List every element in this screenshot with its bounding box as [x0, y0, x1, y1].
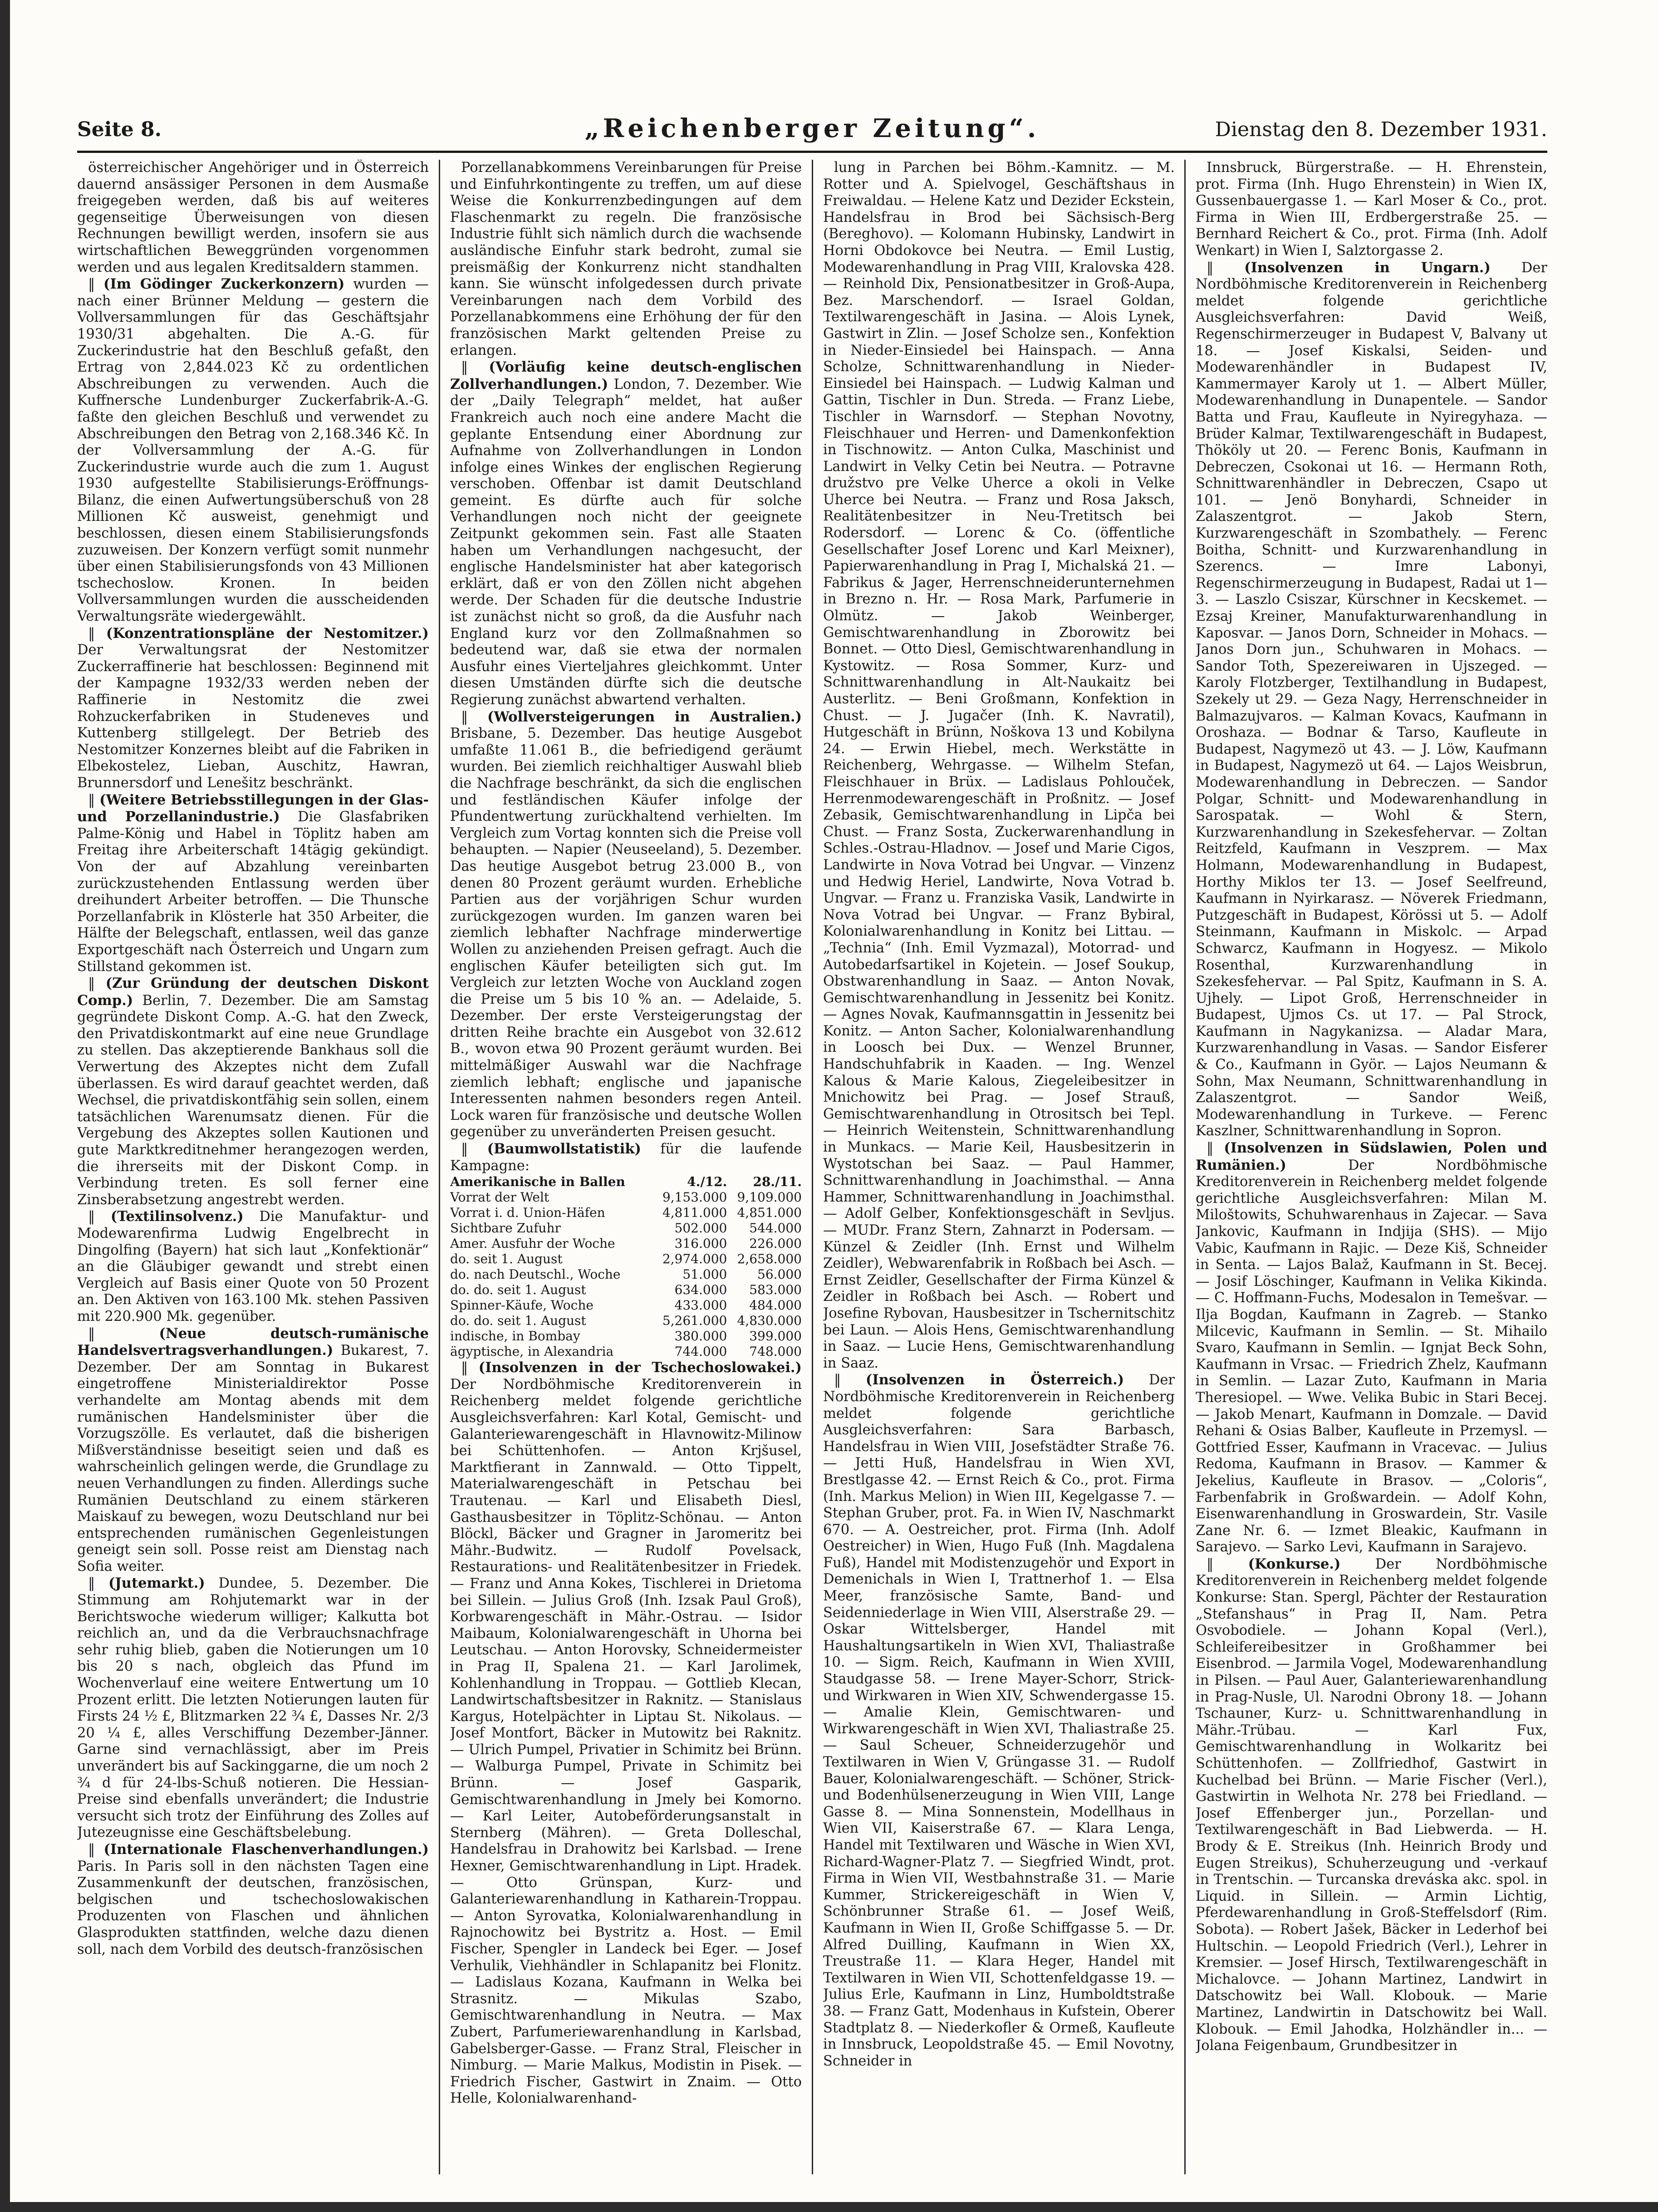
article-paragraph: ‖ (Insolvenzen in Ungarn.) Der Nordböhmische Kreditorenverein in Reichenberg meldet folgende gerichtliche Ausgleichsverfahren: David Weiß, Regenschirmerzeuger in Budapest V, Balvany ut 18. — Josef Kiskalsi, Seiden- und Modewarenhändler in Budapest IV, Kammermayer Karoly ut 1. — Albert Müller, Modewarenhandlung in Dunapentele. — Sandor Batta und Frau, Kaufleute in Nyiregyhaza. — Brüder Kalmar, Textilwarengeschäft in Budapest, Thököly ut 20. — Ferenc Bonis, Kaufmann in Debreczen, Csokonai ut 16. — Hermann Roth, Schnittwarenhändler in Debreczen, Csapo ut 101. — Jenö Bonyhardi, Schneider in Zalaszentgrot. — Jakob Stern, Kurzwarengeschäft in Szombathely. — Ferenc Boitha, Schnitt- und Kurzwarenhandlung in Szerencs. — Imre Labonyi, Regenschirmerzeugung in Budapest, Radai ut 1—3. — Laszlo Csiszar, Kürschner in Kecskemet. — Ezsaj Kreiner, Manufakturwarenhandlung in Kaposvar. — Janos Dorn, Schneider in Mohacs. — Janos Dorn jun., Schuhwaren in Mohacs. — Sandor Toth, Spezereiwaren in Ujszeged. — Karoly Flotzberger, Textilhandlung in Budapest, Szekely ut 29. — Geza Nagy, Herrenschneider in Balmazujvaros. — Kalman Kovacs, Kaufmann in Oroshaza. — Bodnar & Tarso, Kaufleute in Budapest, Nagymezö ut 43. — J. Löw, Kaufmann in Budapest, Nagymezö ut 64. — Lajos Weisbrun, Modewarenhandlung in Debreczen. — Sandor Polgar, Schnitt- und Modewarenhandlung in Sarospatak. — Wohl & Stern, Kurzwarenhandlung in Szekesfehervar. — Zoltan Reitzfeld, Kaufmann in Veszprem. — Max Holmann, Modewarenhandlung in Budapest, Horthy Miklos ter 13. — Josef Seelfreund, Kaufmann in Nyirkarasz. — Növerek Friedmann, Putzgeschäft in Budapest, Körössi ut 5. — Adolf Steinmann, Kaufmann in Miskolc. — Arpad Schwarcz, Kaufmann in Hogyesz. — Mikolo Rosenthal, Kurzwarenhandlung in Szekesfehervar. — Pal Spitz, Kaufmann in S. A. Ujhely. — Lipot Groß, Herrenschneider in Budapest, Ujmos Cs. ut 17. — Pal Strock, Kaufmann in Nagykanizsa. — Aladar Mara, Kurzwarenhandlung in Vasas. — Sandor Eisferer & Co., Kaufmann in Györ. — Lajos Neumann & Sohn, Max Neumann, Schnittwarenhandlung in Zalaszentgrot. — Sandor Weiß, Modewarenhandlung in Turkeve. — Ferenc Kaszlner, Schnittwarenhandlung in Sopron.	[1196, 259, 1547, 1139]
article-heading: (Baumwollstatistik)	[487, 1141, 641, 1157]
table-row	[450, 1282, 802, 1298]
table-row	[450, 1236, 802, 1251]
column-divider	[812, 160, 813, 2174]
table-row	[450, 1251, 802, 1267]
table-cell: ägyptische, in Alexandria	[450, 1344, 614, 1359]
page-header	[77, 109, 1547, 148]
table-row	[450, 1221, 802, 1236]
article-paragraph: ‖ (Internationale Flaschenverhandlungen.) Paris. In Paris soll in den nächsten Tagen eine Zusammenkunft der deutschen, französischen, belgischen und tschechoslowakischen Produzenten von Flaschen und ähnlichen Glasprodukten stattfinden, welche dazu dienen soll, nach dem Vorbild des deutsch-französischen	[77, 1841, 429, 1957]
article-body: für die laufende Kampagne:	[450, 1141, 802, 1174]
column-4	[1196, 160, 1547, 2174]
table-cell: 583.000	[749, 1282, 802, 1298]
table-cell: 4,830.000	[737, 1313, 802, 1329]
article-body: Der Nordböhmische Kreditorenverein in Reichenberg meldet folgende gerichtliche Ausgleichsverfahren: Sara Barbasch, Handelsfrau in Wien VIII, Josefstädter Straße 76. — Jetti Huß, Handelsfrau in Wien XVI, Brestlgasse 42. — Ernst Reich & Co., prot. Firma (Inh. Markus Melion) in Wien III, Kegelgasse 7. — Stephan Gruber, prot. Fa. in Wien IV, Naschmarkt 670. — A. Oestreicher, prot. Firma (Inh. Adolf Oestreicher) in Wien, Hugo Fuß (Inh. Magdalena Fuß), Handel mit Modistenzugehör und Export in Demenichals in Wien I, Trattnerhof 1. — Elsa Meer, französische Samte, Band- und Seidenniederlage in Wien VIII, Alserstraße 29. — Oskar Wittelsberger, Handel mit Haushaltungsartikeln in Wien XVI, Thaliastraße 10. — Sigm. Reich, Kaufmann in Wien XVIII, Staudgasse 58. — Irene Mayer-Schorr, Strick- und Wirkwaren in Wien XIV, Schwendergasse 15. — Amalie Klein, Gemischtwaren- und Wirkwarengeschäft in Wien XVI, Thaliastraße 25. — Saul Scheuer, Schneiderzugehör und Textilwaren in Wien V, Grüngasse 31. — Rudolf Bauer, Kolonialwarengeschäft. — Schöner, Strick- und Bodenhülsenerzeugung in Wien VIII, Lange Gasse 8. — Mina Sonnenstein, Modellhaus in Wien VII, Kaiserstraße 67. — Klara Lenga, Handel mit Textilwaren und Wäsche in Wien XVI, Richard-Wagner-Platz 7. — Siegfried Windt, prot. Firma in Wien VII, Westbahnstraße 31. — Marie Kummer, Strickereigeschäft in Wien V, Schönbrunner Straße 61. — Josef Weiß, Kaufmann in Wien II, Große Schiffgasse 5. — Dr. Alfred Duilling, Kaufmann in Wien XX, Treustraße 11. — Klara Heger, Handel mit Textilwaren in Wien VII, Schottenfeldgasse 19. — Julius Erle, Kaufmann in Linz, Humboldtstraße 38. — Franz Gatt, Modenhaus in Kufstein, Oberer Stadtplatz 8. — Niederkofler & Ormeß, Kaufleute in Innsbruck, Leopoldstraße 45. — Emil Novotny, Schneider in	[823, 1372, 1175, 2069]
article-body: Der Nordböhmische Kreditorenverein in Reichenberg meldet folgende gerichtliche Ausgleichsverfahren: David Weiß, Regenschirmerzeuger in Budapest V, Balvany ut 18. — Josef Kiskalsi, Seiden- und Modewarenhändler in Budapest IV, Kammermayer Karoly ut 1. — Albert Müller, Modewarenhandlung in Dunapentele. — Sandor Batta und Frau, Kaufleute in Nyiregyhaza. — Brüder Kalmar, Textilwarengeschäft in Budapest, Thököly ut 20. — Ferenc Bonis, Kaufmann in Debreczen, Csokonai ut 16. — Hermann Roth, Schnittwarenhändler in Debreczen, Csapo ut 101. — Jenö Bonyhardi, Schneider in Zalaszentgrot. — Jakob Stern, Kurzwarengeschäft in Szombathely. — Ferenc Boitha, Schnitt- und Kurzwarenhandlung in Szerencs. — Imre Labonyi, Regenschirmerzeugung in Budapest, Radai ut 1—3. — Laszlo Csiszar, Kürschner in Kecskemet. — Ezsaj Kreiner, Manufakturwarenhandlung in Kaposvar. — Janos Dorn, Schneider in Mohacs. — Janos Dorn jun., Schuhwaren in Mohacs. — Sandor Toth, Spezereiwaren in Ujszeged. — Karoly Flotzberger, Textilhandlung in Budapest, Szekely ut 29. — Geza Nagy, Herrenschneider in Balmazujvaros. — Kalman Kovacs, Kaufmann in Oroshaza. — Bodnar & Tarso, Kaufleute in Budapest, Nagymezö ut 43. — J. Löw, Kaufmann in Budapest, Nagymezö ut 64. — Lajos Weisbrun, Modewarenhandlung in Debreczen. — Sandor Polgar, Schnitt- und Modewarenhandlung in Sarospatak. — Wohl & Stern, Kurzwarenhandlung in Szekesfehervar. — Zoltan Reitzfeld, Kaufmann in Veszprem. — Max Holmann, Modewarenhandlung in Budapest, Horthy Miklos ter 13. — Josef Seelfreund, Kaufmann in Nyirkarasz. — Növerek Friedmann, Putzgeschäft in Budapest, Körössi ut 5. — Adolf Steinmann, Kaufmann in Miskolc. — Arpad Schwarcz, Kaufmann in Hogyesz. — Mikolo Rosenthal, Kurzwarenhandlung in Szekesfehervar. — Pal Spitz, Kaufmann in S. A. Ujhely. — Lipot Groß, Herrenschneider in Budapest, Ujmos Cs. ut 17. — Pal Strock, Kaufmann in Nagykanizsa. — Aladar Mara, Kurzwarenhandlung in Vasas. — Sandor Eisferer & Co., Kaufmann in Györ. — Lajos Neumann & Sohn, Max Neumann, Schnittwarenhandlung in Zalaszentgrot. — Sandor Weiß, Modewarenhandlung in Turkeve. — Ferenc Kaszlner, Schnittwarenhandlung in Sopron.	[1196, 260, 1547, 1139]
table-cell: 9,109.000	[737, 1190, 802, 1205]
cotton-statistics-table	[450, 1174, 802, 1359]
article-body: wurden — nach einer Brünner Meldung — gestern die Vollversammlungen für das Geschäftsjahr 1930/31 abgehalten. Die A.-G. für Zuckerindustrie hat den Beschluß gefaßt, den Ertrag von 2,844.023 Kč zu ordentlichen Abschreibungen zu verwenden. Auch die Kuffnersche Lundenburger Zuckerfabrik-A.-G. faßte den gleichen Beschluß und verwendet zu Abschreibungen den Betrag von 2,168.346 Kč. In der Vollversammlung der A.-G. für Zuckerindustrie wurde auch die zum 1. August 1930 aufgestellte Stabilisierungs-Eröffnungs-Bilanz, die einen Aufwertungsüberschuß von 28 Millionen Kč ausweist, genehmigt und beschlossen, diesen einem Stabilisierungsfonds zuzuweisen. Der Konzern verfügt somit nunmehr über einen Stabilisierungsfonds von 43 Millionen tschechoslow. Kronen. In beiden Vollversammlungen wurden die ausscheidenden Verwaltungsräte wiedergewählt.	[77, 276, 429, 625]
article-heading: (Vorläufig keine deutsch-englischen Zollverhandlungen.)	[450, 359, 802, 392]
table-cell: Vorrat i. d. Union-Häfen	[450, 1205, 605, 1221]
article-paragraph: ‖ (Konzentrationspläne der Nestomitzer.) Der Verwaltungsrat der Nestomitzer Zuckerraffinerie hat beschlossen: Beginnend mit der Kampagne 1932/33 werden neben der Raffinerie in Nestomitz die zwei Rohzuckerfabriken in Studeneves und Kuttenberg stillgelegt. Der Betrieb des Nestomitzer Konzernes bleibt auf die Fabriken in Elbekostelez, Lieban, Auschitz, Hawran, Brunnersdorf und Lenešitz beschränkt.	[77, 625, 429, 791]
article-body: Brisbane, 5. Dezember. Das heutige Ausgebot umfaßte 11.061 B., die befriedigend geräumt wurden. Bei ziemlich reichhaltiger Auswahl blieb die Nachfrage beschränkt, da sich die englischen und festländischen Käufer infolge der Pfundentwertung zurückhaltend verhielten. Im Vergleich zum Vortag konnten sich die Preise voll behaupten. — Napier (Neuseeland), 5. Dezember. Das heutige Ausgebot betrug 23.000 B., von denen 80 Prozent geräumt wurden. Erhebliche Partien aus der vorjährigen Schur wurden zurückgezogen wurden. Im ganzen waren bei ziemlich lebhafter Nachfrage minderwertige Wollen zu anziehenden Preisen gefragt. Auch die englischen Käufer beteiligten sich gut. Im Vergleich zur letzten Woche von Auckland zogen die Preise um 5 bis 10 % an. — Adelaide, 5. Dezember. Der erste Versteigerungstag der dritten Reihe brachte ein Ausgebot von 32.612 B., wovon etwa 90 Prozent geräumt wurden. Bei mittelmäßiger Auswahl war die Nachfrage ziemlich lebhaft; englische und japanische Interessenten nahmen besonders regen Anteil. Lock waren für französische und deutsche Wollen gegenüber zu unveränderten Preisen gesucht.	[450, 726, 802, 1140]
article-heading: (Neue deutsch-rumänische Handelsvertragsverhandlungen.)	[77, 1325, 429, 1359]
table-cell: 2,658.000	[737, 1251, 802, 1267]
table-cell: do. seit 1. August	[450, 1251, 563, 1267]
article-body: Der Nordböhmische Kreditorenverein in Reichenberg meldet folgende Konkurse: Stan. Spergl, Pächter der Restauration „Stefanshaus“ in Prag II, Nam. Petra Osvobodiele. — Johann Kopal (Verl.), Schleifereibesitzer in Großhammer bei Eisenbrod. — Jarmila Vogel, Modewarenhandlung in Pilsen. — Paul Auer, Galanteriewarenhandlung in Prag-Nusle, Ul. Narodni Obrony 18. — Johann Tschauner, Kurz- u. Schnittwarenhandlung in Mähr.-Trübau. — Karl Fux, Gemischtwarenhandlung in Wolkaritz bei Schüttenhofen. — Zollfriedhof, Gastwirt in Kuchelbad bei Brünn. — Marie Fischer (Verl.), Gastwirtin in Welhota Nr. 278 bei Friedland. — Josef Effenberger jun., Porzellan- und Textilwarengeschäft in Bad Liebwerda. — H. Brody & E. Streikus (Inh. Heinrich Brody und Eugen Streikus), Schuherzeugung und -verkauf in Trentschin. — Turcanska dreváska akc. spol. in Liquid. in Sillein. — Armin Lichtig, Pferdewarenhandlung in Groß-Steffelsdorf (Rim. Sobota). — Robert Jašek, Bäcker in Lederhof bei Hultschin. — Leopold Friedrich (Verl.), Lehrer in Kremsier. — Josef Hirsch, Textilwarengeschäft in Michalovce. — Johann Martinez, Landwirt in Datschowitz bei Wall. Klobouk. — Marie Martinez, Landwirtin in Datschowitz bei Wall. Klobouk. — Emil Jahodka, Holzhändler in... — Jolana Feigenbaum, Grundbesitzer in	[1196, 1556, 1547, 2054]
article-body: Der Nordböhmische Kreditorenverein in Reichenberg meldet folgende gerichtliche Ausgleichsverfahren: Karl Kotal, Gemischt- und Galanteriewarengeschäft in Hlavnowitz-Milinow bei Schüttenhofen. — Anton Krjšusel, Marktfierant in Zannwald. — Otto Tippelt, Materialwarengeschäft in Petschau bei Trautenau. — Karl und Elisabeth Diesl, Gasthausbesitzer in Töplitz-Schönau. — Anton Blöckl, Bäcker und Gragner in Jaromeritz bei Mähr.-Budwitz. — Rudolf Povelsack, Restaurations- und Realitätenbesitzer in Friedek. — Franz und Anna Kokes, Tischlerei in Drietoma bei Sillein. — Julius Groß (Inh. Izsak Paul Groß), Korbwarengeschäft in Mähr.-Ostrau. — Isidor Maibaum, Kolonialwarengeschäft in Uhorna bei Leutschau. — Anton Horovsky, Schneidermeister in Prag II, Spalena 21. — Karl Jarolimek, Kohlenhandlung in Troppau. — Gottlieb Klecan, Landwirtschaftsbesitzer in Raknitz. — Stanislaus Kargus, Hotelpächter in Liptau St. Nikolaus. — Josef Montfort, Bäcker in Mutowitz bei Raknitz. — Ulrich Pumpel, Privatier in Schimitz bei Brünn. — Walburga Pumpel, Private in Schimitz bei Brünn. — Josef Gasparik, Gemischtwarenhandlung in Jmely bei Komorno. — Karl Leiter, Autobeförderungsanstalt in Sternberg (Mähren). — Greta Dolleschal, Handelsfrau in Drahowitz bei Karlsbad. — Irene Hexner, Gemischtwarenhandlung in Lipt. Hradek. — Otto Grünspan, Kurz- und Galanteriewarenhandlung in Katharein-Troppau. — Anton Syrovatka, Kolonialwarenhandlung in Rajnochowitz bei Bystritz a. Host. — Emil Fischer, Spengler in Landeck bei Eger. — Josef Verhulik, Viehhändler in Schlapanitz bei Flonitz. — Ladislaus Kozana, Kaufmann in Welka bei Strasnitz. — Mikulas Szabo, Gemischtwarenhandlung in Neutra. — Max Zubert, Parfumeriewarenhandlung in Karlsbad, Gabelsberger-Gasse. — Franz Stral, Fleischer in Nimburg. — Marie Malkus, Modistin in Pisek. — Friedrich Fischer, Gastwirt in Znaim. — Otto Helle, Kolonialwarenhand-	[450, 1376, 802, 2107]
table-cell: 748.000	[749, 1344, 802, 1359]
table-cell: 5,261.000	[662, 1313, 727, 1329]
table-cell: 226.000	[749, 1236, 802, 1251]
article-body: London, 7. Dezember. Wie der „Daily Telegraph“ meldet, hat außer Frankreich auch noch eine andere Macht die geplante Entsendung einer Abordnung zur Aufnahme von Zollverhandlungen in London infolge eines Winkes der englischen Regierung verschoben. Offenbar ist damit Deutschland gemeint. Es dürfte auch für solche Verhandlungen noch nicht der geeignete Zeitpunkt gekommen sein. Fast alle Staaten haben um Verhandlungen nachgesucht, der englische Handelsminister hat aber kategorisch erklärt, daß er von den Zöllen nicht abgehen werde. Der Schaden für die deutsche Industrie ist zunächst nicht so groß, da die Ausfuhr nach England kurz vor den Zollmaßnahmen so bedeutend war, daß sie etwa der normalen Ausfuhr eines Vierteljahres gleichkommt. Unter diesen Umständen dürfte sich die deutsche Regierung zunächst abwartend verhalten.	[450, 376, 802, 708]
table-row	[450, 1174, 802, 1190]
article-heading: (Textilinsolvenz.)	[110, 1208, 244, 1225]
table-cell: 28./11.	[753, 1174, 802, 1190]
table-cell: 433.000	[674, 1298, 727, 1313]
article-paragraph: ‖ (Weitere Betriebsstillegungen in der Glas- und Porzellanindustrie.) Die Glasfabriken Palme-König und Habel in Töplitz haben am Freitag ihre Arbeiterschaft 14tägig gekündigt. Von der auf Abzahlung vereinbarten zurückzustehenden Entlassung werden über dreihundert Arbeiter betroffen. — Die Thunsche Porzellanfabrik in Klösterle hat 350 Arbeiter, die Hälfte der Belegschaft, entlassen, weil das ganze Exportgeschäft nach Österreich und Ungarn zum Stillstand gekommen ist.	[77, 791, 429, 975]
article-body: Porzellanabkommens Vereinbarungen für Preise und Einfuhrkontingente zu treffen, um auf diese Weise die Konkurrenzbedingungen auf dem Flaschenmarkt zu regeln. Die französische Industrie fühlt sich nämlich durch die wachsende ausländische Einfuhr stark bedroht, zumal sie preismäßig der Konkurrenz nicht standhalten kann. Sie wünscht infolgedessen durch private Vereinbarungen nach dem Vorbild des Porzellanabkommens eine Erhöhung der für den französischen Markt geltenden Preise zu erlangen.	[450, 160, 802, 358]
table-cell: indische, in Bombay	[450, 1329, 580, 1344]
article-body: Der Nordböhmische Kreditorenverein in Reichenberg meldet folgende gerichtliche Ausgleichsverfahren: Milan M. Miloštowits, Schuhwarenhaus in Zajecar. — Sava Jankovic, Kaufmann in Indjija (SHS). — Mijo Vabic, Kaufmann in Rajic. — Deze Kiš, Schneider in Senta. — Lajos Balaž, Kaufmann in St. Becej. — Josif Löschinger, Kaufmann in Velika Kikinda. — C. Hoffmann-Fuchs, Modesalon in Temešvar. — Ilja Bogdan, Kaufmann in Zagreb. — Stanko Milcevic, Kaufmann in Semlin. — St. Mihailo Svaro, Kaufmann in Semlin. — Ignjat Beck Sohn, Kaufmann in Vrsac. — Friedrich Zhelz, Kaufmann in Semlin. — Lazar Zuto, Kaufmann in Maria Theresiopel. — Wwe. Velika Bubic in Stari Becej. — Jakob Menart, Kaufmann in Domzale. — David Rehani & Osias Balber, Kaufleute in Przemysl. — Gottfried Esser, Kaufmann in Vracevac. — Julius Redoma, Kaufmann in Brasov. — Kammer & Jekelius, Kaufleute in Brasov. — „Coloris“, Farbenfabrik in Großwardein. — Adolf Kohn, Eisenwarenhandlung in Groswardein, Str. Vasile Zane Nr. 6. — Izmet Bleakic, Kaufmann in Sarajevo. — Sarko Levi, Kaufmann in Sarajevo.	[1196, 1157, 1547, 1555]
table-cell: 51.000	[682, 1267, 727, 1282]
table-cell: 380.000	[674, 1329, 727, 1344]
article-paragraph: ‖ (Neue deutsch-rumänische Handelsvertragsverhandlungen.) Bukarest, 7. Dezember. Der am Sonntag in Bukarest eingetroffene Ministerialdirektor Posse verhandelte am Montag abends mit dem rumänischen Handelsminister über die Vorzugszölle. Es verlautet, daß die bisherigen Mißverständnisse beseitigt seien und daß es wahrscheinlich gelingen werde, die Grundlage zu neuen Verhandlungen zu finden. Allerdings suche Rumänien Deutschland zu einem stärkeren Maiskauf zu bewegen, wozu Deutschland nur bei entsprechenden rumänischen Gegenleistungen geneigt sein soll. Posse reist am Dienstag nach Sofia weiter.	[77, 1325, 429, 1574]
table-cell: 544.000	[749, 1221, 802, 1236]
table-cell: 56.000	[757, 1267, 802, 1282]
table-cell: 502.000	[674, 1221, 727, 1236]
article-body: Bukarest, 7. Dezember. Der am Sonntag in Bukarest eingetroffene Ministerialdirektor Posse verhandelte am Montag abends mit dem rumänischen Handelsminister über die Vorzugszölle. Es verlautet, daß die bisherigen Mißverständnisse beseitigt seien und daß es wahrscheinlich gelingen werde, die Grundlage zu neuen Verhandlungen zu finden. Allerdings suche Rumänien Deutschland zu einem stärkeren Maiskauf zu bewegen, wozu Deutschland nur bei entsprechenden rumänischen Gegenleistungen geneigt sein soll. Posse reist am Dienstag nach Sofia weiter.	[77, 1343, 429, 1574]
article-paragraph: ‖ (Jutemarkt.) Dundee, 5. Dezember. Die Stimmung am Rohjutemarkt war in der Berichtswoche wiederum williger; Kalkutta bot reichlich an, und da die Verbrauchsnachfrage sehr ruhig blieb, gaben die Notierungen um 10 bis 20 s nach, obgleich das Pfund im Wochenverlauf eine weitere Entwertung um 10 Prozent erlitt. Die letzten Notierungen lauten für Firsts 24 ½ £, Blitzmarken 22 ¾ £, Dasses Nr. 2/3 20 ¼ £, alles Verschiffung Dezember-Jänner. Garne sind vernachlässigt, aber im Preis unverändert bis auf Sackinggarne, die um noch 2 ¾ d für 24-lbs-Schuß notieren. Die Hessian-Preise sind ebenfalls unverändert; die Industrie versucht sich trotz der Einführung des Zolles auf Jutezeugnisse eine Geschäftsbelebung.	[77, 1575, 429, 1841]
table-cell: do. do. seit 1. August	[450, 1282, 586, 1298]
article-paragraph: ‖ (Insolvenzen in Österreich.) Der Nordböhmische Kreditorenverein in Reichenberg meldet folgende gerichtliche Ausgleichsverfahren: Sara Barbasch, Handelsfrau in Wien VIII, Josefstädter Straße 76. — Jetti Huß, Handelsfrau in Wien XVI, Brestlgasse 42. — Ernst Reich & Co., prot. Firma (Inh. Markus Melion) in Wien III, Kegelgasse 7. — Stephan Gruber, prot. Fa. in Wien IV, Naschmarkt 670. — A. Oestreicher, prot. Firma (Inh. Adolf Oestreicher) in Wien, Hugo Fuß (Inh. Magdalena Fuß), Handel mit Modistenzugehör und Export in Demenichals in Wien I, Trattnerhof 1. — Elsa Meer, französische Samte, Band- und Seidenniederlage in Wien VIII, Alserstraße 29. — Oskar Wittelsberger, Handel mit Haushaltungsartikeln in Wien XVI, Thaliastraße 10. — Sigm. Reich, Kaufmann in Wien XVIII, Staudgasse 58. — Irene Mayer-Schorr, Strick- und Wirkwaren in Wien XIV, Schwendergasse 15. — Amalie Klein, Gemischtwaren- und Wirkwarengeschäft in Wien XVI, Thaliastraße 25. — Saul Scheuer, Schneiderzugehör und Textilwaren in Wien V, Grüngasse 31. — Rudolf Bauer, Kolonialwarengeschäft. — Schöner, Strick- und Bodenhülsenerzeugung in Wien VIII, Lange Gasse 8. — Mina Sonnenstein, Modellhaus in Wien VII, Kaiserstraße 67. — Klara Lenga, Handel mit Textilwaren und Wäsche in Wien XVI, Richard-Wagner-Platz 7. — Siegfried Windt, prot. Firma in Wien VII, Westbahnstraße 31. — Marie Kummer, Strickereigeschäft in Wien V, Schönbrunner Straße 61. — Josef Weiß, Kaufmann in Wien II, Große Schiffgasse 5. — Dr. Alfred Duilling, Kaufmann in Wien XX, Treustraße 11. — Klara Heger, Handel mit Textilwaren in Wien VII, Schottenfeldgasse 19. — Julius Erle, Kaufmann in Linz, Humboldtstraße 38. — Franz Gatt, Modenhaus in Kufstein, Oberer Stadtplatz 8. — Niederkofler & Ormeß, Kaufleute in Innsbruck, Leopoldstraße 45. — Emil Novotny, Schneider in	[823, 1372, 1175, 2069]
table-row	[450, 1313, 802, 1329]
article-heading: (Insolvenzen in Ungarn.)	[1244, 259, 1491, 276]
article-heading: (Weitere Betriebsstillegungen in der Glas- und Porzellanindustrie.)	[77, 791, 429, 825]
issue-date: Dienstag den 8. Dezember 1931.	[1215, 118, 1547, 141]
article-body: Der Verwaltungsrat der Nestomitzer Zuckerraffinerie hat beschlossen: Beginnend mit der Kampagne 1932/33 werden neben der Raffinerie in Nestomitz die zwei Rohzuckerfabriken in Studeneves und Kuttenberg stillgelegt. Der Betrieb des Nestomitzer Konzernes bleibt auf die Fabriken in Elbekostelez, Lieban, Auschitz, Hawran, Brunnersdorf und Lenešitz beschränkt.	[77, 642, 429, 791]
column-divider	[439, 160, 440, 2174]
article-heading: (Im Gödinger Zuckerkonzern)	[103, 276, 345, 293]
table-cell: 484.000	[749, 1298, 802, 1313]
article-paragraph	[450, 160, 802, 359]
article-paragraph	[823, 160, 1175, 1372]
table-cell: 9,153.000	[662, 1190, 727, 1205]
article-heading: (Wollversteigerungen in Australien.)	[487, 708, 802, 725]
table-cell: 316.000	[674, 1236, 727, 1251]
article-paragraph: ‖ (Textilinsolvenz.) Die Manufaktur- und Modewarenfirma Ludwig Engelbrecht in Dingolfing (Bayern) hat sich laut „Konfektionär“ an die Gläubiger gewandt und strebt einen Vergleich auf Basis einer Quote von 50 Prozent an. Den Aktiven von 163.100 Mk. stehen Passiven mit 220.900 Mk. gegenüber.	[77, 1208, 429, 1324]
article-heading: (Jutemarkt.)	[108, 1575, 205, 1592]
article-heading: (Insolvenzen in Südslawien, Polen und Rumänien.)	[1196, 1140, 1547, 1173]
article-paragraph: ‖ (Konkurse.) Der Nordböhmische Kreditorenverein in Reichenberg meldet folgende Konkurse: Stan. Spergl, Pächter der Restauration „Stefanshaus“ in Prag II, Nam. Petra Osvobodiele. — Johann Kopal (Verl.), Schleifereibesitzer in Großhammer bei Eisenbrod. — Jarmila Vogel, Modewarenhandlung in Pilsen. — Paul Auer, Galanteriewarenhandlung in Prag-Nusle, Ul. Narodni Obrony 18. — Johann Tschauner, Kurz- u. Schnittwarenhandlung in Mähr.-Trübau. — Karl Fux, Gemischtwarenhandlung in Wolkaritz bei Schüttenhofen. — Zollfriedhof, Gastwirt in Kuchelbad bei Brünn. — Marie Fischer (Verl.), Gastwirtin in Welhota Nr. 278 bei Friedland. — Josef Effenberger jun., Porzellan- und Textilwarengeschäft in Bad Liebwerda. — H. Brody & E. Streikus (Inh. Heinrich Brody und Eugen Streikus), Schuherzeugung und -verkauf in Trentschin. — Turcanska dreváska akc. spol. in Liquid. in Sillein. — Armin Lichtig, Pferdewarenhandlung in Groß-Steffelsdorf (Rim. Sobota). — Robert Jašek, Bäcker in Lederhof bei Hultschin. — Leopold Friedrich (Verl.), Lehrer in Kremsier. — Josef Hirsch, Textilwarengeschäft in Michalovce. — Johann Martinez, Landwirt in Datschowitz bei Wall. Klobouk. — Marie Martinez, Landwirtin in Datschowitz bei Wall. Klobouk. — Emil Jahodka, Holzhändler in... — Jolana Feigenbaum, Grundbesitzer in	[1196, 1555, 1547, 2054]
article-body: Dundee, 5. Dezember. Die Stimmung am Rohjutemarkt war in der Berichtswoche wiederum williger; Kalkutta bot reichlich an, und da die Verbrauchsnachfrage sehr ruhig blieb, gaben die Notierungen um 10 bis 20 s nach, obgleich das Pfund im Wochenverlauf eine weitere Entwertung um 10 Prozent erlitt. Die letzten Notierungen lauten für Firsts 24 ½ £, Blitzmarken 22 ¾ £, Dasses Nr. 2/3 20 ¼ £, alles Verschiffung Dezember-Jänner. Garne sind vernachlässigt, aber im Preis unverändert bis auf Sackinggarne, die um noch 2 ¾ d für 24-lbs-Schuß notieren. Die Hessian-Preise sind ebenfalls unverändert; die Industrie versucht sich trotz der Einführung des Zolles auf Jutezeugnisse eine Geschäftsbelebung.	[77, 1575, 429, 1841]
table-cell: 2,974.000	[662, 1251, 727, 1267]
article-paragraph: ‖ (Im Gödinger Zuckerkonzern) wurden — nach einer Brünner Meldung — gestern die Vollversammlungen für das Geschäftsjahr 1930/31 abgehalten. Die A.-G. für Zuckerindustrie hat den Beschluß gefaßt, den Ertrag von 2,844.023 Kč zu ordentlichen Abschreibungen zu verwenden. Auch die Kuffnersche Lundenburger Zuckerfabrik-A.-G. faßte den gleichen Beschluß und verwendet zu Abschreibungen den Betrag von 2,168.346 Kč. In der Vollversammlung der A.-G. für Zuckerindustrie wurde auch die zum 1. August 1930 aufgestellte Stabilisierungs-Eröffnungs-Bilanz, die einen Aufwertungsüberschuß von 28 Millionen Kč ausweist, genehmigt und beschlossen, diesen einem Stabilisierungsfonds zuzuweisen. Der Konzern verfügt somit nunmehr über einen Stabilisierungsfonds von 43 Millionen tschechoslow. Kronen. In beiden Vollversammlungen wurden die ausscheidenden Verwaltungsräte wiedergewählt.	[77, 276, 429, 625]
table-cell: 4./12.	[687, 1174, 727, 1190]
table-cell: 634.000	[674, 1282, 727, 1298]
column-3	[823, 160, 1175, 2174]
table-row	[450, 1267, 802, 1282]
article-body: Die Glasfabriken Palme-König und Habel in Töplitz haben am Freitag ihre Arbeiterschaft 14tägig gekündigt. Von der auf Abzahlung vereinbarten zurückzustehenden Entlassung werden über dreihundert Arbeiter betroffen. — Die Thunsche Porzellanfabrik in Klösterle hat 350 Arbeiter, die Hälfte der Belegschaft, entlassen, weil das ganze Exportgeschäft nach Österreich und Ungarn zum Stillstand gekommen ist.	[77, 809, 429, 975]
article-paragraph: ‖ (Baumwollstatistik) für die laufende Kampagne:	[450, 1141, 802, 1174]
table-cell: Amerikanische in Ballen	[450, 1174, 625, 1190]
article-body: Paris. In Paris soll in den nächsten Tagen eine Zusammenkunft der deutschen, französischen, belgischen und tschechoslowakischen Produzenten von Flaschen und ähnlichen Glasprodukten stattfinden, welche dazu dienen soll, nach dem Vorbild des deutsch-französischen	[77, 1858, 429, 1957]
article-heading: (Konzentrationspläne der Nestomitzer.)	[106, 625, 429, 642]
article-paragraph: ‖ (Insolvenzen in Südslawien, Polen und Rumänien.) Der Nordböhmische Kreditorenverein in Reichenberg meldet folgende gerichtliche Ausgleichsverfahren: Milan M. Miloštowits, Schuhwarenhaus in Zajecar. — Sava Jankovic, Kaufmann in Indjija (SHS). — Mijo Vabic, Kaufmann in Rajic. — Deze Kiš, Schneider in Senta. — Lajos Balaž, Kaufmann in St. Becej. — Josif Löschinger, Kaufmann in Velika Kikinda. — C. Hoffmann-Fuchs, Modesalon in Temešvar. — Ilja Bogdan, Kaufmann in Zagreb. — Stanko Milcevic, Kaufmann in Semlin. — St. Mihailo Svaro, Kaufmann in Semlin. — Ignjat Beck Sohn, Kaufmann in Vrsac. — Friedrich Zhelz, Kaufmann in Semlin. — Lazar Zuto, Kaufmann in Maria Theresiopel. — Wwe. Velika Bubic in Stari Becej. — Jakob Menart, Kaufmann in Domzale. — David Rehani & Osias Balber, Kaufleute in Przemysl. — Gottfried Esser, Kaufmann in Vracevac. — Julius Redoma, Kaufmann in Brasov. — Kammer & Jekelius, Kaufleute in Brasov. — „Coloris“, Farbenfabrik in Großwardein. — Adolf Kohn, Eisenwarenhandlung in Groswardein, Str. Vasile Zane Nr. 6. — Izmet Bleakic, Kaufmann in Sarajevo. — Sarko Levi, Kaufmann in Sarajevo.	[1196, 1140, 1547, 1555]
article-paragraph: ‖ (Insolvenzen in der Tschechoslowakei.) Der Nordböhmische Kreditorenverein in Reichenberg meldet folgende gerichtliche Ausgleichsverfahren: Karl Kotal, Gemischt- und Galanteriewarengeschäft in Hlavnowitz-Milinow bei Schüttenhofen. — Anton Krjšusel, Marktfierant in Zannwald. — Otto Tippelt, Materialwarengeschäft in Petschau bei Trautenau. — Karl und Elisabeth Diesl, Gasthausbesitzer in Töplitz-Schönau. — Anton Blöckl, Bäcker und Gragner in Jaromeritz bei Mähr.-Budwitz. — Rudolf Povelsack, Restaurations- und Realitätenbesitzer in Friedek. — Franz und Anna Kokes, Tischlerei in Drietoma bei Sillein. — Julius Groß (Inh. Izsak Paul Groß), Korbwarengeschäft in Mähr.-Ostrau. — Isidor Maibaum, Kolonialwarengeschäft in Uhorna bei Leutschau. — Anton Horovsky, Schneidermeister in Prag II, Spalena 21. — Karl Jarolimek, Kohlenhandlung in Troppau. — Gottlieb Klecan, Landwirtschaftsbesitzer in Raknitz. — Stanislaus Kargus, Hotelpächter in Liptau St. Nikolaus. — Josef Montfort, Bäcker in Mutowitz bei Raknitz. — Ulrich Pumpel, Privatier in Schimitz bei Brünn. — Walburga Pumpel, Private in Schimitz bei Brünn. — Josef Gasparik, Gemischtwarenhandlung in Jmely bei Komorno. — Karl Leiter, Autobeförderungsanstalt in Sternberg (Mähren). — Greta Dolleschal, Handelsfrau in Drahowitz bei Karlsbad. — Irene Hexner, Gemischtwarenhandlung in Lipt. Hradek. — Otto Grünspan, Kurz- und Galanteriewarenhandlung in Katharein-Troppau. — Anton Syrovatka, Kolonialwarenhandlung in Rajnochowitz bei Bystritz a. Host. — Emil Fischer, Spengler in Landeck bei Eger. — Josef Verhulik, Viehhändler in Schlapanitz bei Flonitz. — Ladislaus Kozana, Kaufmann in Welka bei Strasnitz. — Mikulas Szabo, Gemischtwarenhandlung in Neutra. — Max Zubert, Parfumeriewarenhandlung in Karlsbad, Gabelsberger-Gasse. — Franz Stral, Fleischer in Nimburg. — Marie Malkus, Modistin in Pisek. — Friedrich Fischer, Gastwirt in Znaim. — Otto Helle, Kolonialwarenhand-	[450, 1359, 802, 2107]
table-cell: 4,851.000	[737, 1205, 802, 1221]
table-row	[450, 1344, 802, 1359]
article-heading: (Konkurse.)	[1248, 1555, 1341, 1572]
table-row	[450, 1190, 802, 1205]
column-1	[77, 160, 429, 2174]
article-body: lung in Parchen bei Böhm.-Kamnitz. — M. Rotter und A. Spielvogel, Geschäftshaus in Freiwaldau. — Helene Katz und Dezider Eckstein, Handelsfrau in Brod bei Sächsisch-Berg (Bereghovo). — Kolomann Hubinsky, Landwirt in Horni Obdokovce bei Neutra. — Emil Lustig, Modewarenhandlung in Prag VIII, Kralovska 428. — Reinhold Dix, Pensionatbesitzer in Groß-Aupa, Bez. Marschendorf. — Israel Goldan, Textilwarengeschäft in Jasina. — Alois Lynek, Gastwirt in Zlin. — Josef Scholze sen., Konfektion in Nieder-Einsiedel bei Hainspach. — Anna Scholze, Schnittwarenhandlung in Nieder-Einsiedel bei Hainspach. — Ludwig Kalman und Gattin, Tischler in Dun. Streda. — Franz Liebe, Tischler in Warnsdorf. — Stephan Novotny, Fleischhauer und Herren- und Damenkonfektion in Tischnowitz. — Anton Culka, Maschinist und Landwirt in Velky Cetin bei Neutra. — Potravne družstvo pre Velke Uherce a okoli in Velke Uherce bei Neutra. — Franz und Rosa Jaksch, Realitätenbesitzer in Neu-Tretitsch bei Rodersdorf. — Lorenc & Co. (öffentliche Gesellschafter Josef Lorenc und Karl Meixner), Papierwarenhandlung in Prag I, Michalská 21. — Fabrikus & Jager, Herrenschneiderunternehmen in Brezno n. Hr. — Rosa Mark, Parfumerie in Olmütz. — Jakob Weinberger, Gemischtwarenhandlung in Zborowitz bei Bonnet. — Otto Diesl, Gemischtwarenhandlung in Kystowitz. — Rosa Sommer, Kurz- und Schnittwarenhandlung in Alt-Naukaitz bei Austerlitz. — Beni Großmann, Konfektion in Chust. — J. Jugačer (Inh. K. Navratil), Hutgeschäft in Brünn, Noškova 13 und Kobilyna 24. — Erwin Hiebel, mech. Werkstätte in Reichenberg, Wehrgasse. — Wilhelm Stefan, Fleischhauer in Brüx. — Ladislaus Pohlouček, Herrenmodewarengeschäft in Proßnitz. — Josef Zebasik, Gemischtwarenhandlung in Lipča bei Chust. — Franz Sosta, Zuckerwarenhandlung in Schles.-Ostrau-Hladnov. — Josef und Marie Cigos, Landwirte in Nova Votrad bei Ungvar. — Vinzenz und Hedwig Heriel, Landwirte, Nova Votrad b. Ungvar. — Franz u. Franziska Vasik, Landwirte in Nova Votrad bei Ungvar. — Franz Bybiral, Kolonialwarenhandlung in Konitz bei Littau. — „Technia“ (Inh. Emil Vyzmazal), Motorrad- und Autobedarfsartikel in Kojetein. — Josef Soukup, Obstwarenhandlung in Saaz. — Anton Novak, Gemischtwarenhandlung in Jessenitz bei Konitz. — Agnes Novak, Kaufmannsgattin in Jessenitz bei Konitz. — Anton Sacher, Kolonialwarenhandlung in Loosch bei Dux. — Wenzel Brunner, Handschuhfabrik in Kaaden. — Ing. Wenzel Kalous & Marie Kalous, Ziegeleibesitzer in Mnichowitz bei Prag. — Josef Strauß, Gemischtwarenhandlung in Otrositsch bei Tepl. — Heinrich Weitenstein, Schnittwarenhandlung in Munkacs. — Marie Keil, Hausbesitzerin in Wystotschan bei Saaz. — Paul Hammer, Schnittwarenhandlung in Joachimsthal. — Anna Hammer, Schnittwarenhandlung in Joachimsthal. — Adolf Gelber, Konfektionsgeschäft in Sevljus. — MUDr. Franz Stern, Zahnarzt in Podersam. — Künzel & Zeidler (Inh. Ernst und Wilhelm Zeidler), Webwarenfabrik in Roßbach bei Asch. — Ernst Zeidler, Gesellschafter der Firma Künzel & Zeidler in Roßbach bei Asch. — Robert und Josefine Rybovan, Hausbesitzer in Tschernitschitz bei Laun. — Alois Hens, Gemischtwarenhandlung in Saaz. — Lucie Hens, Gemischtwarenhandlung in Saaz.	[823, 160, 1175, 1371]
table-cell: Vorrat der Welt	[450, 1190, 549, 1205]
table-row	[450, 1329, 802, 1344]
column-divider	[1184, 160, 1186, 2174]
newspaper-page	[77, 109, 1547, 2178]
article-paragraph: ‖ (Wollversteigerungen in Australien.) Brisbane, 5. Dezember. Das heutige Ausgebot umfaßte 11.061 B., die befriedigend geräumt wurden. Bei ziemlich reichhaltiger Auswahl blieb die Nachfrage beschränkt, da sich die englischen und festländischen Käufer infolge der Pfundentwertung zurückhaltend verhielten. Im Vergleich zum Vortag konnten sich die Preise voll behaupten. — Napier (Neuseeland), 5. Dezember. Das heutige Ausgebot betrug 23.000 B., von denen 80 Prozent geräumt wurden. Erhebliche Partien aus der vorjährigen Schur wurden zurückgezogen wurden. Im ganzen waren bei ziemlich lebhafter Nachfrage minderwertige Wollen zu anziehenden Preisen gefragt. Auch die englischen Käufer beteiligten sich gut. Im Vergleich zur letzten Woche von Auckland zogen die Preise um 5 bis 10 % an. — Adelaide, 5. Dezember. Der erste Versteigerungstag der dritten Reihe brachte ein Ausgebot von 32.612 B., wovon etwa 90 Prozent geräumt wurden. Bei mittelmäßiger Auswahl war die Nachfrage ziemlich lebhaft; englische und japanische Interessenten nahmen besonders regen Anteil. Lock waren für französische und deutsche Wollen gegenüber zu unveränderten Preisen gesucht.	[450, 708, 802, 1140]
header-rule	[77, 151, 1547, 153]
article-body: österreichischer Angehöriger und in Österreich dauernd ansässiger Personen in dem Ausmaße freigegeben werden, daß bis auf weiteres gegenseitige Überweisungen von diesen Rechnungen bewilligt werden, insofern sie aus wirtschaftlichen Beweggründen vorgenommen werden und aus legalen Kreditsaldern stammen.	[77, 160, 429, 275]
table-cell: 399.000	[749, 1329, 802, 1344]
article-heading: (Insolvenzen in der Tschechoslowakei.)	[478, 1359, 802, 1376]
article-heading: (Internationale Flaschenverhandlungen.)	[103, 1841, 429, 1858]
page-number: Seite 8.	[77, 118, 162, 141]
table-cell: 744.000	[674, 1344, 727, 1359]
table-row	[450, 1205, 802, 1221]
article-paragraph: ‖ (Vorläufig keine deutsch-englischen Zollverhandlungen.) London, 7. Dezember. Wie der „Daily Telegraph“ meldet, hat außer Frankreich auch noch eine andere Macht die geplante Entsendung einer Abordnung zur Aufnahme von Zollverhandlungen in London infolge eines Winkes der englischen Regierung verschoben. Offenbar ist damit Deutschland gemeint. Es dürfte auch für solche Verhandlungen noch nicht der geeignete Zeitpunkt gekommen sein. Fast alle Staaten haben um Verhandlungen nachgesucht, der englische Handelsminister hat aber kategorisch erklärt, daß er von den Zöllen nicht abgehen werde. Der Schaden für die deutsche Industrie ist zunächst nicht so groß, da die Ausfuhr nach England kurz vor den Zollmaßnahmen so bedeutend war, daß sie etwa der normalen Ausfuhr eines Vierteljahres gleichkommt. Unter diesen Umständen dürfte sich die deutsche Regierung zunächst abwartend verhalten.	[450, 359, 802, 708]
article-paragraph	[77, 160, 429, 276]
article-body: Innsbruck, Bürgerstraße. — H. Ehrenstein, prot. Firma (Inh. Hugo Ehrenstein) in Wien IX, Gussenbauergasse 1. — Karl Moser & Co., prot. Firma in Wien III, Erdbergerstraße 25. — Bernhard Reichert & Co., prot. Firma (Inh. Adolf Wenkart) in Wien I, Salztorgasse 2.	[1196, 160, 1547, 259]
article-heading: (Insolvenzen in Österreich.)	[865, 1372, 1124, 1388]
table-cell: do. nach Deutschl., Woche	[450, 1267, 621, 1282]
article-paragraph: ‖ (Zur Gründung der deutschen Diskont Comp.) Berlin, 7. Dezember. Die am Samstag gegründete Diskont Comp. A.-G. hat den Zweck, den Privatdiskontmarkt auf eine neue Grundlage zu stellen. Das akzeptierende Bankhaus soll die Verwertung des Akzeptes nicht dem Zufall überlassen. Es wird darauf geachtet werden, daß Wechsel, die privatdiskontfähig sein sollen, einem tatsächlichen Warenumsatz dienen. Für die Vergebung des Akzeptes sollen Kautionen und gute Marktkreditnehmer herangezogen werden, die ihrerseits mit der Diskont Comp. in Verbindung treten. Es soll ferner eine Zinsberabsetzung angestrebt werden.	[77, 975, 429, 1208]
article-paragraph	[1196, 160, 1547, 260]
table-cell: Sichtbare Zufuhr	[450, 1221, 561, 1236]
article-heading: (Zur Gründung der deutschen Diskont Comp.)	[77, 975, 429, 1009]
table-cell: Amer. Ausfuhr der Woche	[450, 1236, 615, 1251]
table-cell: do. do. seit 1. August	[450, 1313, 586, 1329]
table-row	[450, 1298, 802, 1313]
table-cell: 4,811.000	[662, 1205, 727, 1221]
article-body: Die Manufaktur- und Modewarenfirma Ludwig Engelbrecht in Dingolfing (Bayern) hat sich laut „Konfektionär“ an die Gläubiger gewandt und strebt einen Vergleich auf Basis einer Quote von 50 Prozent an. Den Aktiven von 163.100 Mk. stehen Passiven mit 220.900 Mk. gegenüber.	[77, 1209, 429, 1324]
newspaper-title: „Reichenberger Zeitung“.	[584, 113, 1040, 143]
article-body: Berlin, 7. Dezember. Die am Samstag gegründete Diskont Comp. A.-G. hat den Zweck, den Privatdiskontmarkt auf eine neue Grundlage zu stellen. Das akzeptierende Bankhaus soll die Verwertung des Akzeptes nicht dem Zufall überlassen. Es wird darauf geachtet werden, daß Wechsel, die privatdiskontfähig sein sollen, einem tatsächlichen Warenumsatz dienen. Für die Vergebung des Akzeptes sollen Kautionen und gute Marktkreditnehmer herangezogen werden, die ihrerseits mit der Diskont Comp. in Verbindung treten. Es soll ferner eine Zinsberabsetzung angestrebt werden.	[77, 992, 429, 1208]
table-cell: Spinner-Käufe, Woche	[450, 1298, 594, 1313]
column-2	[450, 160, 802, 2174]
